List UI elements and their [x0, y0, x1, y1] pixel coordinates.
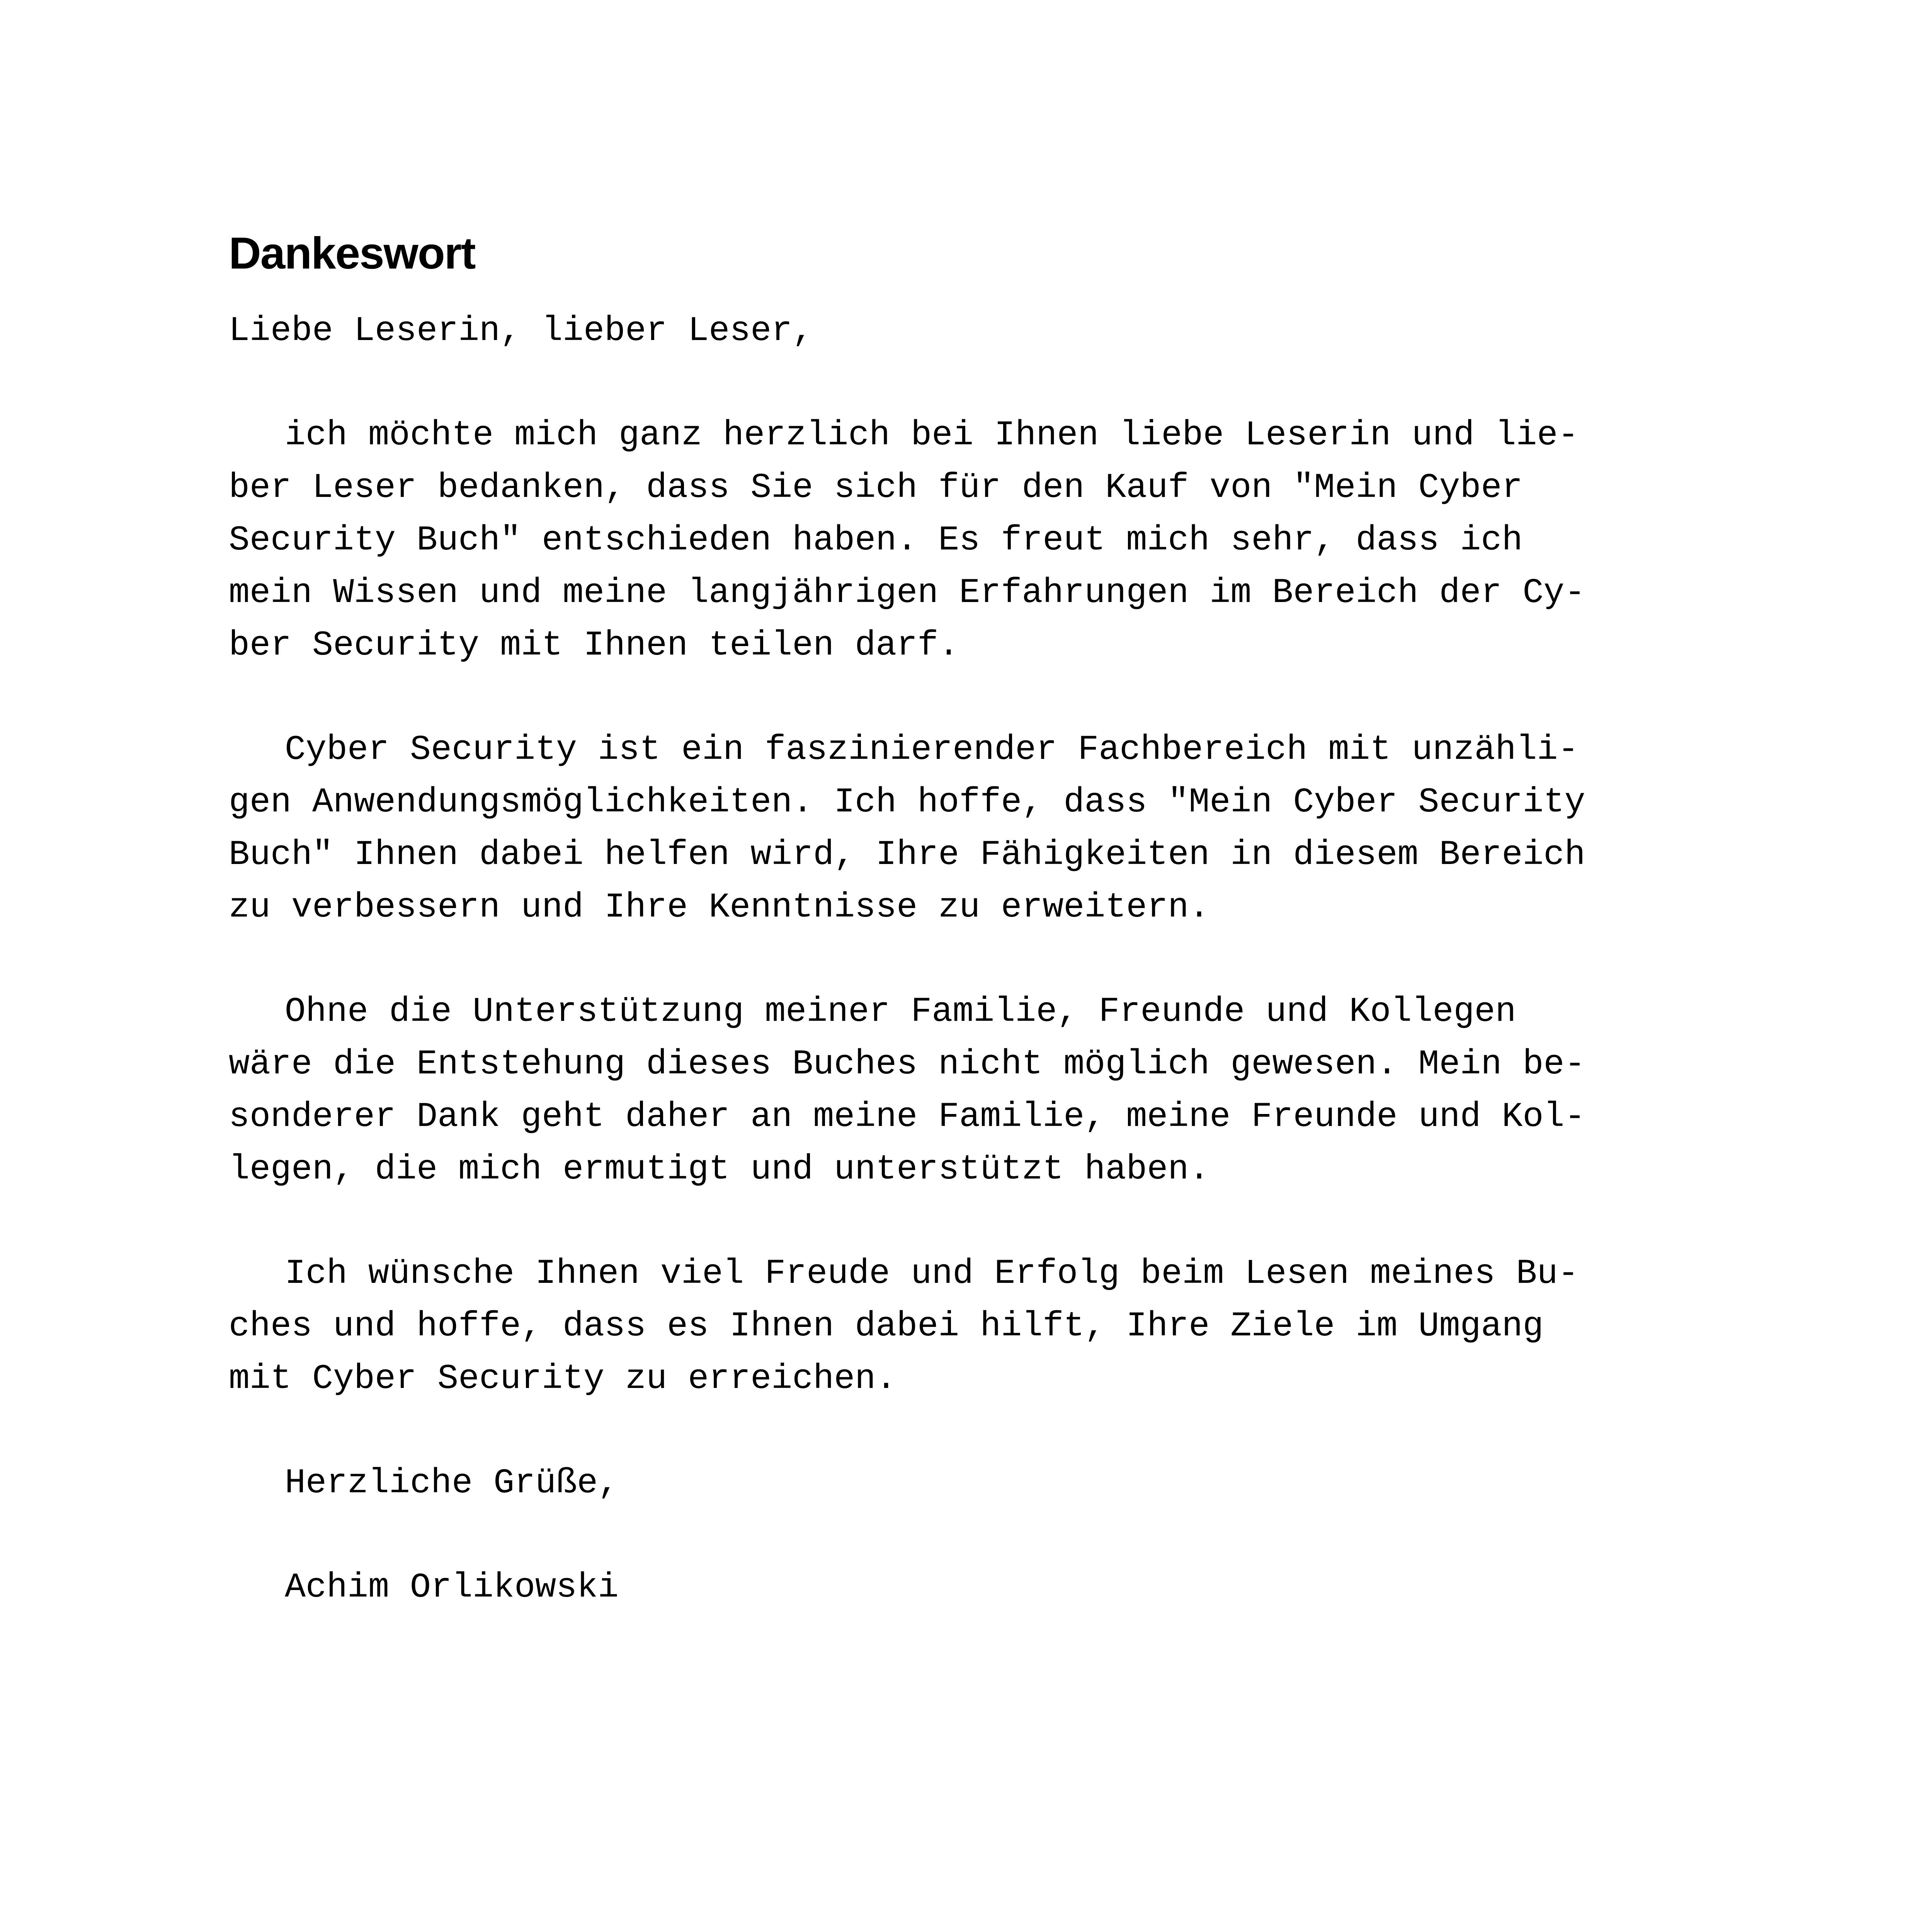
paragraph-line: ich möchte mich ganz herzlich bei Ihnen liebe Leserin und lie- [285, 416, 1579, 455]
paragraph-line: gen Anwendungsmöglichkeiten. Ich hoffe, dass "Mein Cyber Security [229, 783, 1585, 822]
signature: Achim Orlikowski [285, 1568, 619, 1607]
paragraph-line: Security Buch" entschieden haben. Es freut mich sehr, dass ich [229, 521, 1523, 560]
paragraph-line: ches und hoffe, dass es Ihnen dabei hilft, Ihre Ziele im Umgang [229, 1307, 1544, 1346]
paragraph-line: mit Cyber Security zu erreichen. [229, 1359, 897, 1399]
paragraph-line: ber Security mit Ihnen teilen darf. [229, 626, 959, 665]
paragraph-line: zu verbessern und Ihre Kenntnisse zu erweitern. [229, 888, 1210, 927]
paragraph-line: Ohne die Unterstützung meiner Familie, Freunde und Kollegen [285, 992, 1516, 1032]
paragraph-line: Ich wünsche Ihnen viel Freude und Erfolg beim Lesen meines Bu- [285, 1254, 1579, 1294]
paragraph-line: wäre die Entstehung dieses Buches nicht möglich gewesen. Mein be- [229, 1045, 1585, 1084]
paragraph-line: mein Wissen und meine langjährigen Erfahrungen im Bereich der Cy- [229, 573, 1585, 613]
paragraph-line: ber Leser bedanken, dass Sie sich für den Kauf von "Mein Cyber [229, 468, 1523, 508]
paragraph-line: Buch" Ihnen dabei helfen wird, Ihre Fähigkeiten in diesem Bereich [229, 835, 1585, 875]
paragraph-line: sonderer Dank geht daher an meine Familie, meine Freunde und Kol- [229, 1097, 1585, 1137]
paragraph-line: Cyber Security ist ein faszinierender Fachbereich mit unzähli- [285, 730, 1579, 770]
paragraph-line: legen, die mich ermutigt und unterstützt haben. [229, 1150, 1210, 1189]
page-title: Dankeswort [229, 228, 475, 278]
closing: Herzliche Grüße, [285, 1464, 619, 1503]
salutation: Liebe Leserin, lieber Leser, [229, 311, 813, 351]
